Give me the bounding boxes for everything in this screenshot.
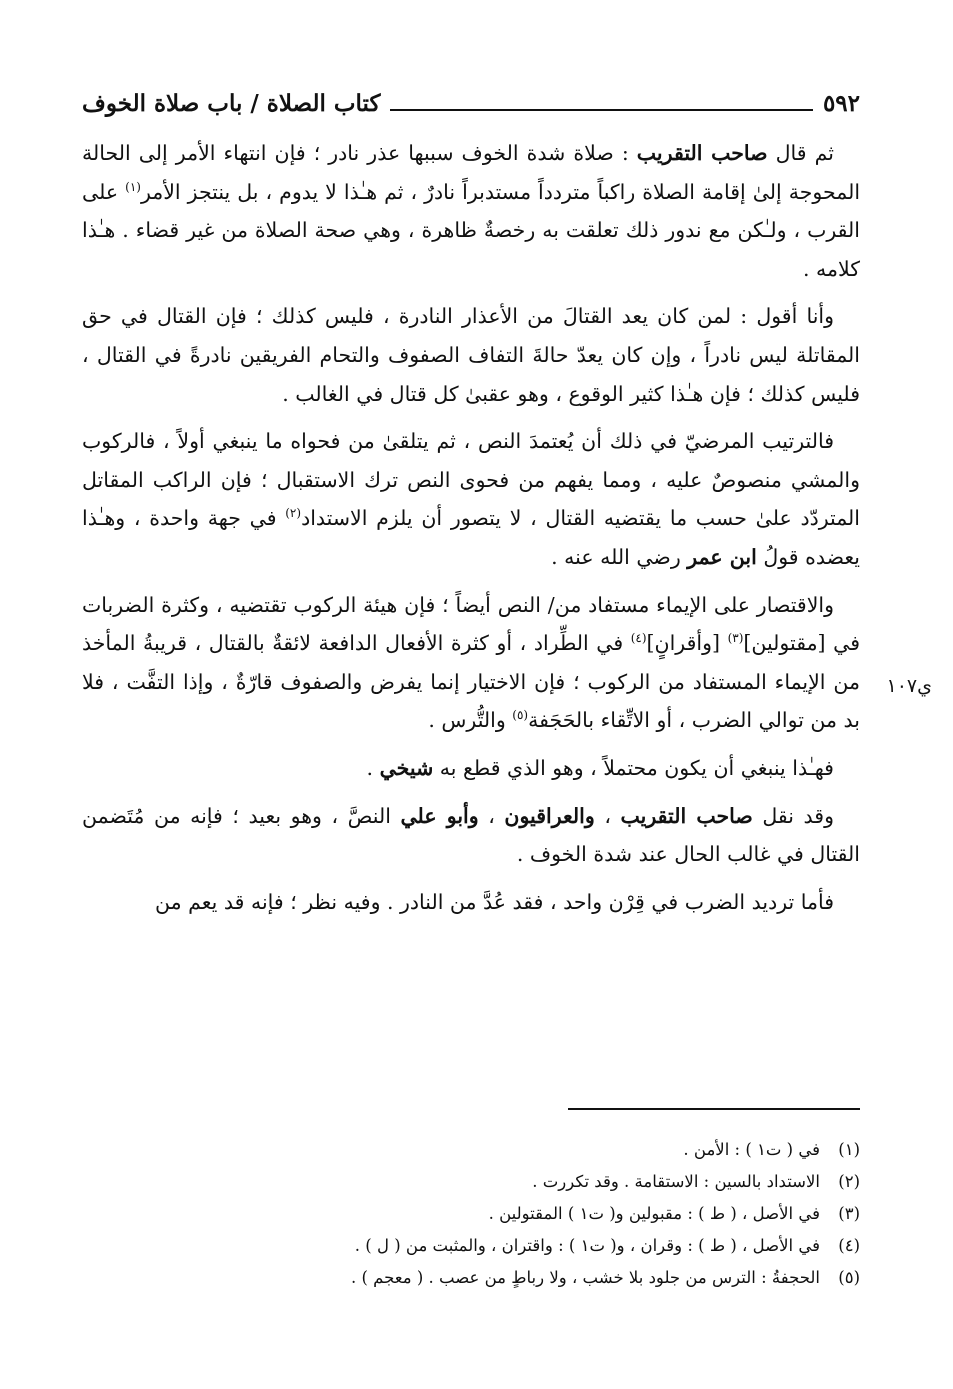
footnote-ref: (١) [125,179,141,194]
paragraph [82,297,860,413]
page-number: ٥٩٢ [822,90,860,117]
text-run: ثم قال [767,141,834,165]
text-run: ، [478,803,505,828]
text-run: رضي الله عنه . [551,544,688,569]
paragraph [82,883,860,922]
text-run: فالترتيب المرضيّ في ذلك أن يُعتمدَ النص ، ثم يتلقىٰ من فحواه ما ينبغي أولاً ، فالركوب والمشي منصوصٌ عليه ، ومما يفهم من فحوى النص ترك الاستقبال ؛ فإن الراكب المقاتل المتردّد علىٰ حسب ما يقتضيه القتال ، لا يتصور أن يلزم الاستداد [82,429,860,531]
paragraph [82,134,860,288]
paragraph [82,749,860,788]
footnote-number: (١) [838,1140,860,1159]
footnote [82,1230,860,1262]
footnote-text: الاستداد بالسين : الاستقامة . وقد تكررت . [532,1172,820,1191]
footnote [82,1198,860,1230]
header-rule [390,109,812,111]
text-run: النصَّ ، وهو بعيد ؛ فإنه من مُتَضمن القتال في غالب الحال عند شدة الخوف . [82,803,860,867]
footnote-ref: (٥) [512,708,529,723]
footnotes [82,1134,860,1294]
text-run: والتُّرس . [428,708,513,733]
text-run: فهـٰذا ينبغي أن يكون محتملاً ، وهو الذي قطع به [433,755,834,780]
text-run: فأما ترديد الضرب في قِرْن واحد ، فقد عُدَّ من النادر . وفيه نظر ؛ فإنه قد يعم من [155,889,834,914]
text-run: على القرب ، ولـٰكن مع ندور ذلك تعلقت به رخصةٌ ظاهرة ، وهي صحة الصلاة من غير قضاء . هـٰذا كلامه . [82,179,860,281]
footnote-ref: (٣) [727,631,744,646]
text-run: . [366,755,380,780]
text-run: في جهة واحدة ، وهـٰذا يعضده قولُ [82,506,860,569]
running-head [82,84,860,120]
bold-name: صاحب التقريب [636,141,768,165]
bold-name: ابن عمر [687,544,757,569]
text-run: : صلاة شدة الخوف سببها عذر نادر ؛ فإن انتهاء الأمر إلى الحالة المحوجة إلىٰ إقامة الصلاة راكباً متردداً مستدبراً نادرٌ ، ثم هـٰذا لا يدوم ، بل ينتجز الأمر [82,141,861,204]
footnote-text: الحجفةُ : الترس من جلود بلا خشب ، ولا رباطٍ من عصب . ( معجم ) . [350,1268,820,1287]
footnote-rule [568,1108,860,1110]
text-run: [وأقرانٍ] [646,631,728,656]
footnote-text: في ( ت١ ) : الأمن . [683,1140,820,1159]
footnote [82,1166,860,1198]
footnote [82,1262,860,1294]
bold-name: شيخي [379,755,434,780]
text-run: وأنا أقول : لمن كان يعد القتالَ من الأعذار النادرة ، فليس كذلك ؛ فإن القتال في حق المقاتلة ليس نادراً ، وإن كان يعدّ حالةَ التفاف الصفوف والتحام الفريقين نادرةً في القتال ، فليس كذلك ؛ فإن هـٰذا كثير الوقوع ، وهو عقبىٰ كل قتال في الغالب . [82,304,860,406]
footnote-number: (٥) [838,1268,860,1287]
main-text [82,134,932,930]
text-run: في الطِّراد ، أو كثرة الأفعال الدافعة لائقةٌ بالقتال ، قريبةُ المأخذ من الإيماء المستفاد من الركوب ؛ فإن الاختيار إنما يفرض والصفوف قارّةٌ ، وإذا التفَّت ، فلا بد من توالي الضرب ، أو الاتِّقاء بالحَجَفة [82,631,860,733]
footnote-number: (٣) [838,1204,860,1223]
bold-name: والعراقيون [504,803,595,828]
footnote-text: في الأصل ، ( ط ) : وقران ، و( ت١ ) : واقتران ، والمثبت من ( ل ) . [354,1236,820,1255]
paragraph [82,797,860,874]
running-title: كتاب الصلاة / باب صلاة الخوف [82,90,381,117]
paragraph-list [82,134,860,921]
text-run: ، [594,803,621,828]
footnote-ref: (٢) [285,506,302,521]
margin-folio-note: ي١٠٧ [886,675,932,697]
bold-name: صاحب التقريب [620,803,753,828]
footnote-ref: (٤) [630,631,647,646]
paragraph [82,586,860,740]
bold-name: وأبو علي [400,803,479,828]
book-page [82,0,932,1389]
footnote [82,1134,860,1166]
footnote-number: (٢) [838,1172,860,1191]
text-run: وقد نقل [752,803,834,828]
footnote-text: في الأصل ، ( ط ) : مقبولين و( ت١ ) المقتولين . [488,1204,820,1223]
text-run: والاقتصار على الإيماء مستفاد من/ النص أيضاً ؛ فإن هيئة الركوب تقتضيه ، وكثرة الضربات في [مقتولين] [82,592,860,656]
paragraph [82,422,860,576]
footnote-number: (٤) [838,1236,860,1255]
